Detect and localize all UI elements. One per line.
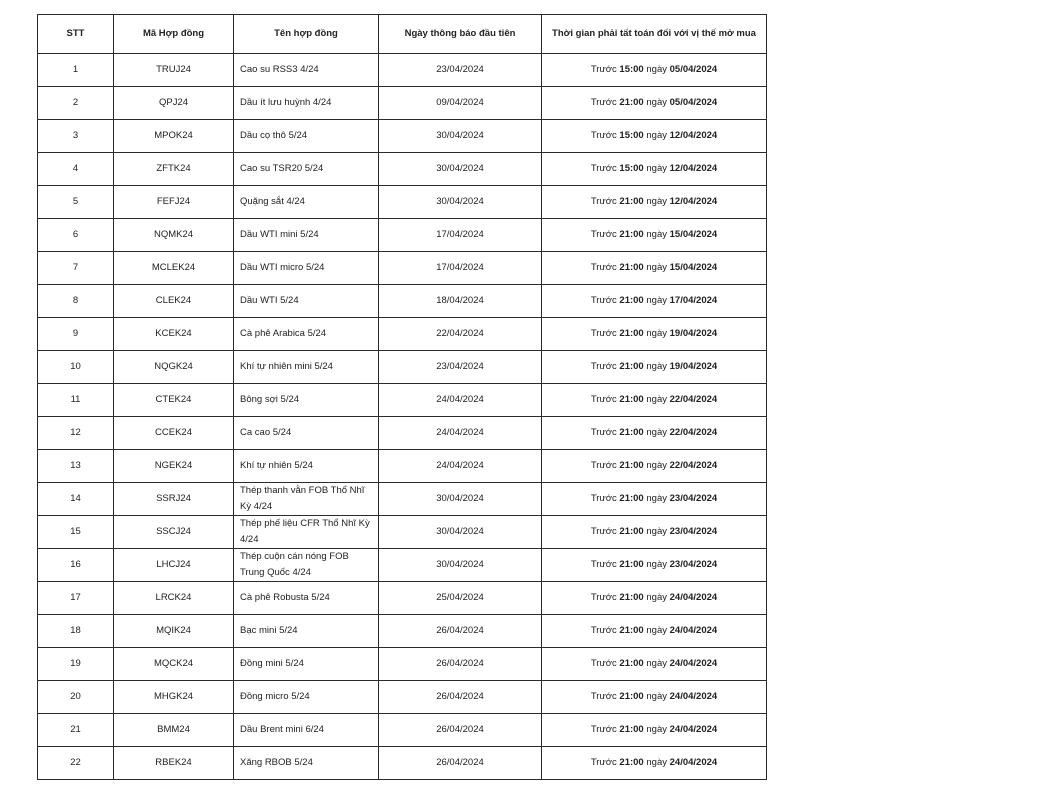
cell-contract-name: Cà phê Robusta 5/24 — [234, 582, 379, 615]
deadline-day-word: ngày — [646, 691, 667, 702]
deadline-time: 21:00 — [619, 196, 644, 207]
cell-contract-code: CTEK24 — [114, 384, 234, 417]
cell-first-notice-date: 24/04/2024 — [379, 417, 542, 450]
cell-settlement-deadline — [542, 582, 767, 615]
deadline-time: 15:00 — [619, 163, 644, 174]
deadline-time: 21:00 — [619, 229, 644, 240]
cell-settlement-deadline — [542, 615, 767, 648]
cell-settlement-deadline — [542, 186, 767, 219]
deadline-date: 12/04/2024 — [669, 130, 718, 141]
deadline-date: 19/04/2024 — [669, 328, 718, 339]
header-settlement-deadline: Thời gian phải tất toán đối với vị thế mở mua — [542, 15, 767, 54]
cell-contract-name: Dầu WTI mini 5/24 — [234, 219, 379, 252]
cell-contract-code: SSRJ24 — [114, 483, 234, 516]
deadline-date: 24/04/2024 — [669, 691, 718, 702]
cell-contract-name: Thép phế liệu CFR Thổ Nhĩ Kỳ 4/24 — [234, 516, 379, 549]
deadline-prefix: Trước — [590, 460, 617, 471]
deadline-date: 05/04/2024 — [669, 97, 718, 108]
cell-settlement-deadline — [542, 87, 767, 120]
cell-contract-code: NQMK24 — [114, 219, 234, 252]
header-first-notice-date: Ngày thông báo đầu tiên — [379, 15, 542, 54]
deadline-day-word: ngày — [646, 196, 667, 207]
cell-stt: 21 — [38, 714, 114, 747]
cell-settlement-deadline — [542, 516, 767, 549]
deadline-day-word: ngày — [646, 757, 667, 768]
table-row — [38, 714, 767, 747]
table-row — [38, 285, 767, 318]
cell-stt: 2 — [38, 87, 114, 120]
deadline-time: 21:00 — [619, 526, 644, 537]
table-row — [38, 351, 767, 384]
cell-first-notice-date: 26/04/2024 — [379, 747, 542, 780]
cell-settlement-deadline — [542, 714, 767, 747]
cell-contract-code: MHGK24 — [114, 681, 234, 714]
deadline-prefix: Trước — [590, 691, 617, 702]
cell-contract-name: Ca cao 5/24 — [234, 417, 379, 450]
header-contract-code: Mã Hợp đồng — [114, 15, 234, 54]
deadline-prefix: Trước — [590, 97, 617, 108]
deadline-date: 24/04/2024 — [669, 757, 718, 768]
cell-contract-name: Khí tự nhiên 5/24 — [234, 450, 379, 483]
deadline-prefix: Trước — [590, 592, 617, 603]
cell-contract-name: Dầu cọ thô 5/24 — [234, 120, 379, 153]
deadline-date: 05/04/2024 — [669, 64, 718, 75]
cell-first-notice-date: 30/04/2024 — [379, 549, 542, 582]
cell-contract-code: LHCJ24 — [114, 549, 234, 582]
deadline-day-word: ngày — [646, 493, 667, 504]
cell-stt: 8 — [38, 285, 114, 318]
cell-contract-name: Khí tự nhiên mini 5/24 — [234, 351, 379, 384]
cell-first-notice-date: 26/04/2024 — [379, 714, 542, 747]
cell-stt: 22 — [38, 747, 114, 780]
deadline-prefix: Trước — [590, 394, 617, 405]
deadline-day-word: ngày — [646, 229, 667, 240]
cell-contract-name: Dầu WTI micro 5/24 — [234, 252, 379, 285]
cell-settlement-deadline — [542, 252, 767, 285]
deadline-date: 24/04/2024 — [669, 724, 718, 735]
deadline-time: 21:00 — [619, 460, 644, 471]
cell-stt: 11 — [38, 384, 114, 417]
deadline-prefix: Trước — [590, 757, 617, 768]
cell-contract-name: Dầu Brent mini 6/24 — [234, 714, 379, 747]
cell-first-notice-date: 17/04/2024 — [379, 219, 542, 252]
cell-settlement-deadline — [542, 648, 767, 681]
deadline-date: 12/04/2024 — [669, 196, 718, 207]
deadline-day-word: ngày — [646, 130, 667, 141]
cell-stt: 5 — [38, 186, 114, 219]
cell-contract-code: KCEK24 — [114, 318, 234, 351]
deadline-day-word: ngày — [646, 361, 667, 372]
cell-first-notice-date: 26/04/2024 — [379, 681, 542, 714]
table-row — [38, 648, 767, 681]
deadline-date: 12/04/2024 — [669, 163, 718, 174]
deadline-time: 21:00 — [619, 592, 644, 603]
cell-stt: 3 — [38, 120, 114, 153]
header-stt: STT — [38, 15, 114, 54]
cell-stt: 12 — [38, 417, 114, 450]
deadline-prefix: Trước — [590, 361, 617, 372]
deadline-day-word: ngày — [646, 427, 667, 438]
cell-first-notice-date: 17/04/2024 — [379, 252, 542, 285]
cell-contract-name: Bông sợi 5/24 — [234, 384, 379, 417]
cell-stt: 7 — [38, 252, 114, 285]
deadline-day-word: ngày — [646, 559, 667, 570]
deadline-date: 23/04/2024 — [669, 493, 718, 504]
table-row — [38, 252, 767, 285]
cell-first-notice-date: 30/04/2024 — [379, 483, 542, 516]
cell-stt: 19 — [38, 648, 114, 681]
deadline-time: 21:00 — [619, 328, 644, 339]
cell-first-notice-date: 09/04/2024 — [379, 87, 542, 120]
deadline-day-word: ngày — [646, 328, 667, 339]
deadline-prefix: Trước — [590, 196, 617, 207]
cell-settlement-deadline — [542, 681, 767, 714]
deadline-time: 15:00 — [619, 64, 644, 75]
table-row — [38, 120, 767, 153]
cell-contract-code: SSCJ24 — [114, 516, 234, 549]
table-row — [38, 219, 767, 252]
deadline-time: 21:00 — [619, 493, 644, 504]
cell-stt: 14 — [38, 483, 114, 516]
deadline-day-word: ngày — [646, 724, 667, 735]
cell-contract-code: RBEK24 — [114, 747, 234, 780]
cell-contract-name: Cao su TSR20 5/24 — [234, 153, 379, 186]
cell-contract-name: Bạc mini 5/24 — [234, 615, 379, 648]
cell-settlement-deadline — [542, 318, 767, 351]
cell-settlement-deadline — [542, 450, 767, 483]
table-row — [38, 582, 767, 615]
cell-contract-name: Thép thanh vằn FOB Thổ Nhĩ Kỳ 4/24 — [234, 483, 379, 516]
cell-contract-name: Dầu ít lưu huỳnh 4/24 — [234, 87, 379, 120]
table-row — [38, 483, 767, 516]
cell-stt: 17 — [38, 582, 114, 615]
cell-first-notice-date: 30/04/2024 — [379, 186, 542, 219]
deadline-day-word: ngày — [646, 394, 667, 405]
cell-contract-name: Thép cuộn cán nóng FOB Trung Quốc 4/24 — [234, 549, 379, 582]
deadline-time: 21:00 — [619, 625, 644, 636]
cell-stt: 1 — [38, 54, 114, 87]
deadline-day-word: ngày — [646, 526, 667, 537]
deadline-time: 21:00 — [619, 757, 644, 768]
table-row — [38, 747, 767, 780]
deadline-prefix: Trước — [590, 295, 617, 306]
table-header-row — [38, 15, 767, 54]
table-row — [38, 384, 767, 417]
cell-stt: 18 — [38, 615, 114, 648]
deadline-time: 15:00 — [619, 130, 644, 141]
cell-contract-name: Cao su RSS3 4/24 — [234, 54, 379, 87]
deadline-date: 23/04/2024 — [669, 526, 718, 537]
deadline-time: 21:00 — [619, 295, 644, 306]
deadline-date: 23/04/2024 — [669, 559, 718, 570]
cell-contract-name: Đồng micro 5/24 — [234, 681, 379, 714]
cell-settlement-deadline — [542, 54, 767, 87]
deadline-time: 21:00 — [619, 262, 644, 273]
deadline-prefix: Trước — [590, 64, 617, 75]
deadline-date: 24/04/2024 — [669, 625, 718, 636]
cell-settlement-deadline — [542, 747, 767, 780]
cell-contract-code: CLEK24 — [114, 285, 234, 318]
cell-contract-name: Đồng mini 5/24 — [234, 648, 379, 681]
table-row — [38, 516, 767, 549]
deadline-date: 22/04/2024 — [669, 460, 718, 471]
table-row — [38, 153, 767, 186]
cell-first-notice-date: 23/04/2024 — [379, 54, 542, 87]
deadline-time: 21:00 — [619, 427, 644, 438]
deadline-prefix: Trước — [590, 658, 617, 669]
cell-contract-code: MQIK24 — [114, 615, 234, 648]
cell-stt: 15 — [38, 516, 114, 549]
deadline-day-word: ngày — [646, 262, 667, 273]
cell-settlement-deadline — [542, 153, 767, 186]
deadline-date: 24/04/2024 — [669, 658, 718, 669]
cell-settlement-deadline — [542, 417, 767, 450]
deadline-time: 21:00 — [619, 658, 644, 669]
deadline-time: 21:00 — [619, 724, 644, 735]
cell-first-notice-date: 24/04/2024 — [379, 450, 542, 483]
deadline-time: 21:00 — [619, 97, 644, 108]
deadline-date: 15/04/2024 — [669, 262, 718, 273]
deadline-prefix: Trước — [590, 724, 617, 735]
deadline-day-word: ngày — [646, 625, 667, 636]
table-body — [38, 54, 767, 780]
cell-settlement-deadline — [542, 219, 767, 252]
deadline-prefix: Trước — [590, 328, 617, 339]
deadline-prefix: Trước — [590, 229, 617, 240]
cell-contract-code: TRUJ24 — [114, 54, 234, 87]
cell-stt: 6 — [38, 219, 114, 252]
deadline-date: 22/04/2024 — [669, 427, 718, 438]
deadline-date: 22/04/2024 — [669, 394, 718, 405]
cell-contract-name: Quặng sắt 4/24 — [234, 186, 379, 219]
cell-first-notice-date: 30/04/2024 — [379, 516, 542, 549]
deadline-day-word: ngày — [646, 163, 667, 174]
cell-settlement-deadline — [542, 351, 767, 384]
deadline-date: 17/04/2024 — [669, 295, 718, 306]
cell-contract-code: MPOK24 — [114, 120, 234, 153]
table-row — [38, 417, 767, 450]
deadline-prefix: Trước — [590, 526, 617, 537]
cell-contract-code: QPJ24 — [114, 87, 234, 120]
table-row — [38, 681, 767, 714]
deadline-date: 24/04/2024 — [669, 592, 718, 603]
cell-settlement-deadline — [542, 483, 767, 516]
cell-first-notice-date: 30/04/2024 — [379, 153, 542, 186]
cell-stt: 10 — [38, 351, 114, 384]
deadline-date: 19/04/2024 — [669, 361, 718, 372]
cell-stt: 20 — [38, 681, 114, 714]
deadline-time: 21:00 — [619, 691, 644, 702]
deadline-day-word: ngày — [646, 460, 667, 471]
header-contract-name: Tên hợp đồng — [234, 15, 379, 54]
cell-settlement-deadline — [542, 285, 767, 318]
deadline-day-word: ngày — [646, 64, 667, 75]
contracts-table — [37, 14, 767, 780]
deadline-time: 21:00 — [619, 394, 644, 405]
cell-contract-code: ZFTK24 — [114, 153, 234, 186]
deadline-prefix: Trước — [590, 625, 617, 636]
cell-stt: 9 — [38, 318, 114, 351]
cell-stt: 4 — [38, 153, 114, 186]
cell-contract-code: MQCK24 — [114, 648, 234, 681]
cell-contract-name: Xăng RBOB 5/24 — [234, 747, 379, 780]
deadline-day-word: ngày — [646, 295, 667, 306]
cell-first-notice-date: 26/04/2024 — [379, 615, 542, 648]
cell-contract-code: CCEK24 — [114, 417, 234, 450]
deadline-day-word: ngày — [646, 97, 667, 108]
cell-first-notice-date: 23/04/2024 — [379, 351, 542, 384]
deadline-time: 21:00 — [619, 559, 644, 570]
cell-contract-code: LRCK24 — [114, 582, 234, 615]
cell-contract-code: NQGK24 — [114, 351, 234, 384]
table-row — [38, 87, 767, 120]
table-row — [38, 615, 767, 648]
deadline-date: 15/04/2024 — [669, 229, 718, 240]
cell-first-notice-date: 26/04/2024 — [379, 648, 542, 681]
deadline-prefix: Trước — [590, 493, 617, 504]
deadline-prefix: Trước — [590, 163, 617, 174]
table-row — [38, 186, 767, 219]
cell-contract-code: FEFJ24 — [114, 186, 234, 219]
deadline-prefix: Trước — [590, 262, 617, 273]
table-row — [38, 318, 767, 351]
cell-contract-code: NGEK24 — [114, 450, 234, 483]
cell-first-notice-date: 24/04/2024 — [379, 384, 542, 417]
table-row — [38, 54, 767, 87]
cell-first-notice-date: 25/04/2024 — [379, 582, 542, 615]
cell-first-notice-date: 30/04/2024 — [379, 120, 542, 153]
cell-settlement-deadline — [542, 120, 767, 153]
deadline-time: 21:00 — [619, 361, 644, 372]
cell-settlement-deadline — [542, 384, 767, 417]
deadline-prefix: Trước — [590, 130, 617, 141]
cell-settlement-deadline — [542, 549, 767, 582]
table-row — [38, 450, 767, 483]
cell-contract-code: BMM24 — [114, 714, 234, 747]
deadline-prefix: Trước — [590, 427, 617, 438]
table-row — [38, 549, 767, 582]
cell-stt: 13 — [38, 450, 114, 483]
deadline-day-word: ngày — [646, 592, 667, 603]
cell-first-notice-date: 22/04/2024 — [379, 318, 542, 351]
cell-first-notice-date: 18/04/2024 — [379, 285, 542, 318]
cell-contract-name: Dầu WTI 5/24 — [234, 285, 379, 318]
deadline-day-word: ngày — [646, 658, 667, 669]
deadline-prefix: Trước — [590, 559, 617, 570]
cell-contract-code: MCLEK24 — [114, 252, 234, 285]
cell-stt: 16 — [38, 549, 114, 582]
cell-contract-name: Cà phê Arabica 5/24 — [234, 318, 379, 351]
